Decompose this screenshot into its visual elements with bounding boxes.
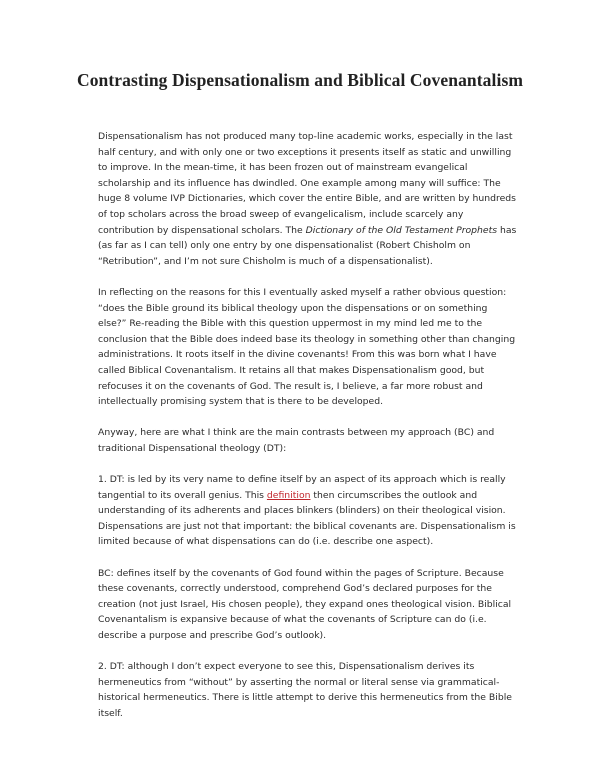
document-body <box>98 129 518 737</box>
book-title-italic: Dictionary of the Old Testament Prophets <box>305 224 498 236</box>
paragraph-point-2-dt: 2. DT: although I don’t expect everyone to see this, Dispensationalism derives its hermeneutics from “without” by asserting the normal or literal sense via grammatical-historical hermeneutics. There is little attempt to derive this hermeneutics from the Bible itself. <box>98 661 512 719</box>
paragraph-contrasts-intro: Anyway, here are what I think are the main contrasts between my approach (BC) and traditional Dispensational theology (DT): <box>98 427 495 454</box>
page-title: Contrasting Dispensationalism and Biblical Covenantalism <box>76 70 524 90</box>
point-1-text-b: then circumscribes the outlook and understanding of its adherents and places blinkers (blinders) on their theological vision. Dispensations are just not that important: the biblical covenants are. Dispensationalism is limited because of what dispensations can do (i.e. describe one aspect). <box>98 489 516 548</box>
point-1-text-a: 1. DT: is led by its very name to define itself by an aspect of its approach which is really tangential to its overall genius. This <box>98 474 506 501</box>
paragraph-point-1-bc: BC: defines itself by the covenants of God found within the pages of Scripture. Because these covenants, correctly understood, comprehend God’s declared purposes for the creation (not just Israel, His chosen people), they expand ones theological vision. Biblical Covenantalism is expansive because of what the covenants of Scripture can do (i.e. describe a purpose and prescribe God’s outlook). <box>98 567 512 641</box>
paragraph-reflection: In reflecting on the reasons for this I eventually asked myself a rather obvious question: “does the Bible ground its biblical theology upon the dispensations or on something else?” Re-reading the Bible with this question uppermost in my mind led me to the conclusion that the Bible does indeed base its theology in something other than changing administrations. It roots itself in the divine covenants! From this was born what I have called Biblical Covenantalism. It retains all that makes Dispensationalism good, but refocuses it on the covenants of God. The result is, I believe, a far more robust and intellectually promising system that is there to be developed. <box>98 286 516 408</box>
definition-link[interactable]: definition <box>266 489 311 501</box>
paragraph-point-1-dt <box>98 472 518 550</box>
paragraph-intro-text-b: has (as far as I can tell) only one entry by one dispensationalist (Robert Chisholm on “Retribution”, and I’m not sure Chisholm is much of a dispensationalist). <box>98 224 517 267</box>
paragraph-intro-text-a: Dispensationalism has not produced many top-line academic works, especially in the last half century, and with only one or two exceptions it presents itself as static and unwilling to improve. In the mean-time, it has been frozen out of mainstream evangelical scholarship and its influence has dwindled. One example among many will suffice: The huge 8 volume IVP Dictionaries, which cover the entire Bible, and are written by hundreds of top scholars across the broad sweep of evangelicalism, include scarcely any contribution by dispensational scholars. The <box>98 131 516 236</box>
paragraph-intro <box>98 129 518 269</box>
